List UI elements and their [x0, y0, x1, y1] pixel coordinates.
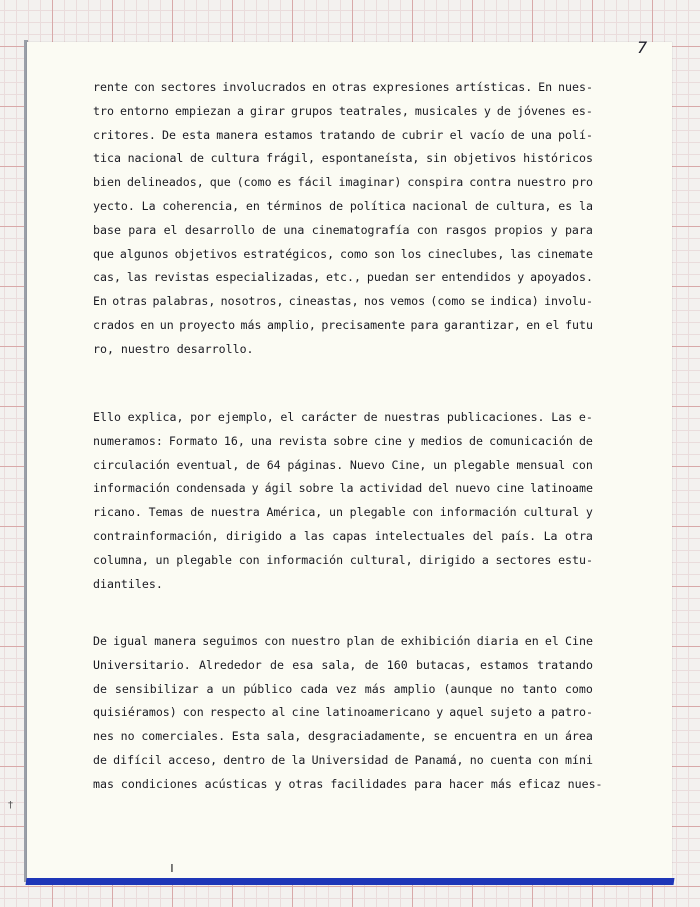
blue-bottom-edge: [26, 878, 675, 885]
paragraph-3: [93, 630, 603, 797]
text-line: nes no comerciales. Esta sala, desgraciadamente, se encuentra en un área: [93, 729, 593, 744]
text-line: Ello explica, por ejemplo, el carácter de nuestras publicaciones. Las e-: [93, 410, 593, 424]
text-line: información condensada y ágil sobre la actividad del nuevo cine latinoame: [93, 481, 593, 496]
text-line: de sensibilizar a un público cada vez más amplio (aunque no tanto como: [93, 681, 593, 696]
text-line: contrainformación, dirigido a las capas intelectuales del país. La otra: [93, 528, 593, 543]
text-line: bien delineados, que (como es fácil imaginar) conspira contra nuestro pro: [93, 175, 593, 190]
text-line: tica nacional de cultura frágil, espontaneísta, sin objetivos históricos: [93, 151, 593, 166]
text-line: de difícil acceso, dentro de la Universidad de Panamá, no cuenta con míni: [93, 752, 593, 767]
text-line: tro entorno empiezan a girar grupos teatrales, musicales y de jóvenes es-: [93, 103, 593, 118]
text-line: numeramos: Formato 16, una revista sobre cine y medios de comunicación de: [93, 433, 593, 448]
text-line: base para el desarrollo de una cinematografía con rasgos propios y para: [93, 222, 593, 237]
text-line: circulación eventual, de 64 páginas. Nuevo Cine, un plegable mensual con: [93, 457, 593, 472]
text-line: que algunos objetivos estratégicos, como son los cineclubes, las cinemate: [93, 246, 593, 261]
text-line: mas condiciones acústicas y otras facilidades para hacer más eficaz nues-: [93, 776, 603, 791]
text-line: rente con sectores involucrados en otras expresiones artísticas. En nues-: [93, 80, 593, 94]
text-line: crados en un proyecto más amplio, precisamente para garantizar, en el futu: [93, 317, 593, 332]
text-line: yecto. La coherencia, en términos de política nacional de cultura, es la: [93, 198, 593, 213]
paragraph-1: [93, 76, 593, 362]
scale-tick: †: [8, 800, 13, 811]
text-line: ricano. Temas de nuestra América, un plegable con información cultural y: [93, 505, 593, 520]
text-line: quisiéramos) con respecto al cine latinoamericano y aquel sujeto a patro-: [93, 705, 593, 720]
text-line: En otras palabras, nosotros, cineastas, nos vemos (como se indica) involu-: [93, 294, 593, 309]
page-number: 7: [637, 38, 648, 57]
paragraph-2: [93, 406, 593, 596]
text-line: columna, un plegable con información cultural, dirigido a sectores estu-: [93, 552, 593, 567]
text-line: ro, nuestro desarrollo.: [93, 341, 254, 356]
text-line: De igual manera seguimos con nuestro plan de exhibición diaria en el Cine: [93, 634, 593, 648]
text-line: critores. De esta manera estamos tratando de cubrir el vacío de una polí-: [93, 127, 593, 142]
text-line: diantiles.: [93, 576, 163, 591]
text-line: cas, las revistas especializadas, etc., puedan ser entendidos y apoyados.: [93, 270, 593, 285]
text-line: Universitario. Alrededor de esa sala, de 160 butacas, estamos tratando: [93, 657, 593, 672]
margin-mark: ı: [170, 860, 174, 876]
